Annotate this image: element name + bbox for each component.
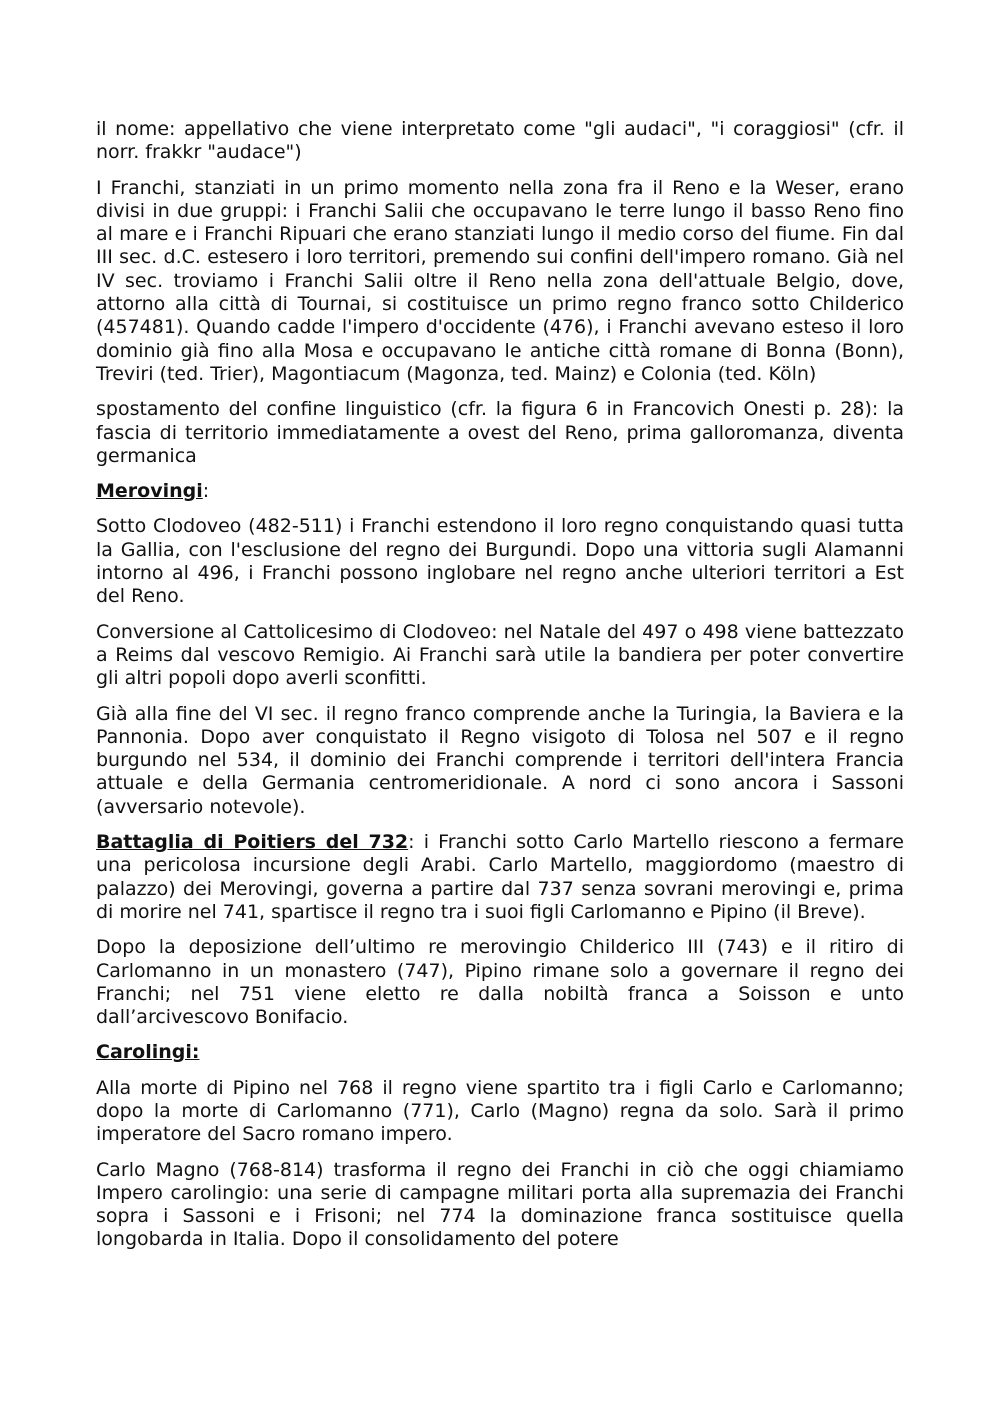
section-heading-merovingi (96, 480, 904, 503)
paragraph-conversion: Conversione al Cattolicesimo di Clodoveo: nel Natale del 497 o 498 viene battezzato a Reims dal vescovo Remigio. Ai Franchi sarà utile la bandiera per poter convertire gli altri popoli dopo averli sconfitti. (96, 620, 904, 690)
paragraph-clodoveo: Sotto Clodoveo (482-511) i Franchi estendono il loro regno conquistando quasi tutta la Gallia, con l'esclusione del regno dei Burgundi. Dopo una vittoria sugli Alamanni intorno al 496, i Franchi possono inglobare nel regno anche ulteriori territori a Est del Reno. (96, 515, 904, 608)
paragraph-franks-origins: I Franchi, stanziati in un primo momento nella zona fra il Reno e la Weser, erano divisi in due gruppi: i Franchi Salii che occupavano le terre lungo il basso Reno fino al mare e i Franchi Ripuari che erano stanziati lungo il medio corso del fiume. Fin dal III sec. d.C. estesero i loro territori, premendo sui confini dell'impero romano. Già nel IV sec. troviamo i Franchi Salii oltre il Reno nella zona dell'attuale Belgio, dove, attorno alla città di Tournai, si costituisce un primo regno franco sotto Childerico (457481). Quando cadde l'impero d'occidente (476), i Franchi avevano esteso il loro dominio già fino alla Mosa e occupavano le antiche città romane di Bonna (Bonn), Treviri (ted. Trier), Magontiacum (Magonza, ted. Mainz) e Colonia (ted. Köln) (96, 176, 904, 385)
poitiers-heading: Battaglia di Poitiers del 732 (96, 831, 409, 854)
merovingi-heading: Merovingi (96, 480, 203, 503)
paragraph-carlo-carlomanno: Alla morte di Pipino nel 768 il regno viene spartito tra i figli Carlo e Carlomanno; dopo la morte di Carlomanno (771), Carlo (Magno) regna da solo. Sarà il primo imperatore del Sacro romano impero. (96, 1076, 904, 1146)
paragraph-pipino: Dopo la deposizione dell’ultimo re merovingio Childerico III (743) e il ritiro di Carlomanno in un monastero (747), Pipino rimane solo a governare il regno dei Franchi; nel 751 viene eletto re dalla nobiltà franca a Soisson e unto dall’arcivescovo Bonifacio. (96, 936, 904, 1029)
document-page (96, 118, 904, 1264)
paragraph-sixth-century: Già alla fine del VI sec. il regno franco comprende anche la Turingia, la Baviera e la Pannonia. Dopo aver conquistato il Regno visigoto di Tolosa nel 507 e il regno burgundo nel 534, il dominio dei Franchi comprende i territori dell'intera Francia attuale e della Germania centromeridionale. A nord ci sono ancora i Sassoni (avversario notevole). (96, 702, 904, 818)
paragraph-linguistic-border: spostamento del confine linguistico (cfr. la figura 6 in Francovich Onesti p. 28): la fascia di territorio immediatamente a ovest del Reno, prima galloromanza, diventa germanica (96, 398, 904, 467)
paragraph-carlo-magno: Carlo Magno (768-814) trasforma il regno dei Franchi in ciò che oggi chiamiamo Impero carolingio: una serie di campagne militari porta alla supremazia dei Franchi sopra i Sassoni e i Frisoni; nel 774 la dominazione franca sostituisce quella longobarda in Italia. Dopo il consolidamento del potere (96, 1158, 904, 1251)
paragraph-poitiers (96, 831, 904, 924)
merovingi-colon: : (202, 480, 210, 503)
carolingi-heading: Carolingi: (96, 1041, 200, 1064)
poitiers-text: : i Franchi sotto Carlo Martello riescono a fermare una pericolosa incursione degli Arabi. Carlo Martello, maggiordomo (maestro di palazzo) dei Merovingi, governa a partire dal 737 senza sovrani merovingi e, prima di morire nel 741, spartisce il regno tra i suoi figli Carlomanno e Pipino (il Breve). (96, 831, 904, 923)
paragraph-name-meaning: il nome: appellativo che viene interpretato come "gli audaci", "i coraggiosi" (cfr. il norr. frakkr "audace") (96, 118, 904, 164)
section-heading-carolingi (96, 1041, 904, 1064)
